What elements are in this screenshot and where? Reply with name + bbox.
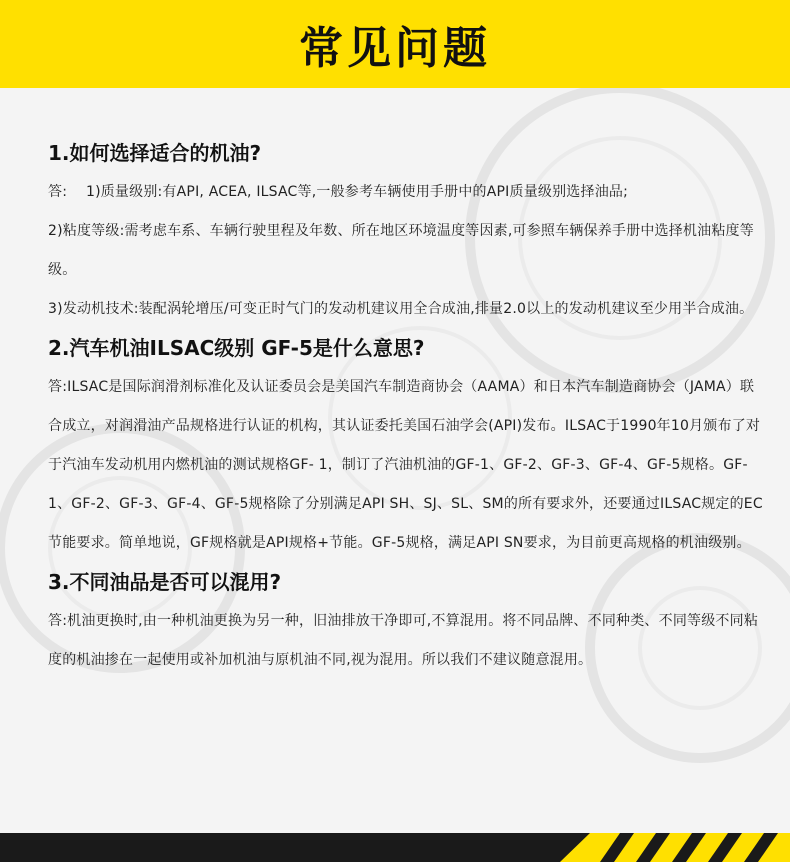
faq-item-2 xyxy=(48,329,768,563)
hazard-stripes xyxy=(0,833,790,862)
faq-question: 2.汽车机油ILSAC级别 GF-5是什么意思? xyxy=(48,336,425,360)
faq-item-3 xyxy=(48,563,768,680)
faq-answer: 答: 1)质量级别:有API, ACEA, ILSAC等,一般参考车辆使用手册中的API质量级别选择油品; xyxy=(48,184,629,200)
faq-list xyxy=(48,134,768,680)
faq-answer: 答:机油更换时,由一种机油更换为另一种，旧油排放干净即可,不算混用。将不同品牌、不同种类、不同等级不同粘度的机油掺在一起使用或补加机油与原机油不同,视为混用。所以我们不建议随意混用。 xyxy=(48,613,759,668)
faq-answer: 2)粘度等级:需考虑车系、车辆行驶里程及年数、所在地区环境温度等因素,可参照车辆保养手册中选择机油粘度等级。 xyxy=(48,223,754,278)
faq-item-1 xyxy=(48,134,768,329)
header-banner xyxy=(0,0,790,88)
page-title: 常见问题 xyxy=(299,23,491,74)
footer-hazard-stripe xyxy=(0,833,790,862)
faq-answer: 答:ILSAC是国际润滑剂标准化及认证委员会是美国汽车制造商协会（AAMA）和日本汽车制造商协会（JAMA）联合成立，对润滑油产品规格进行认证的机构，其认证委托美国石油学会(API)发布。ILSAC于1990年10月颁布了对于汽油车发动机用内燃机油的测试规格GF- 1，制订了汽油机油的GF-1、GF-2、GF-3、GF-4、GF-5规格。GF-1、GF-2、GF-3、GF-4、GF-5规格除了分别满足API SH、SJ、SL、SM的所有要求外，还要通过ILSAC规定的EC节能要求。简单地说，GF规格就是API规格+节能。GF-5规格，满足API SN要求，为目前更高规格的机油级别。 xyxy=(48,379,763,551)
faq-question: 1.如何选择适合的机油? xyxy=(48,141,262,165)
faq-answer: 3)发动机技术:装配涡轮增压/可变正时气门的发动机建议用全合成油,排量2.0以上的发动机建议至少用半合成油。 xyxy=(48,301,754,317)
faq-question: 3.不同油品是否可以混用? xyxy=(48,570,282,594)
